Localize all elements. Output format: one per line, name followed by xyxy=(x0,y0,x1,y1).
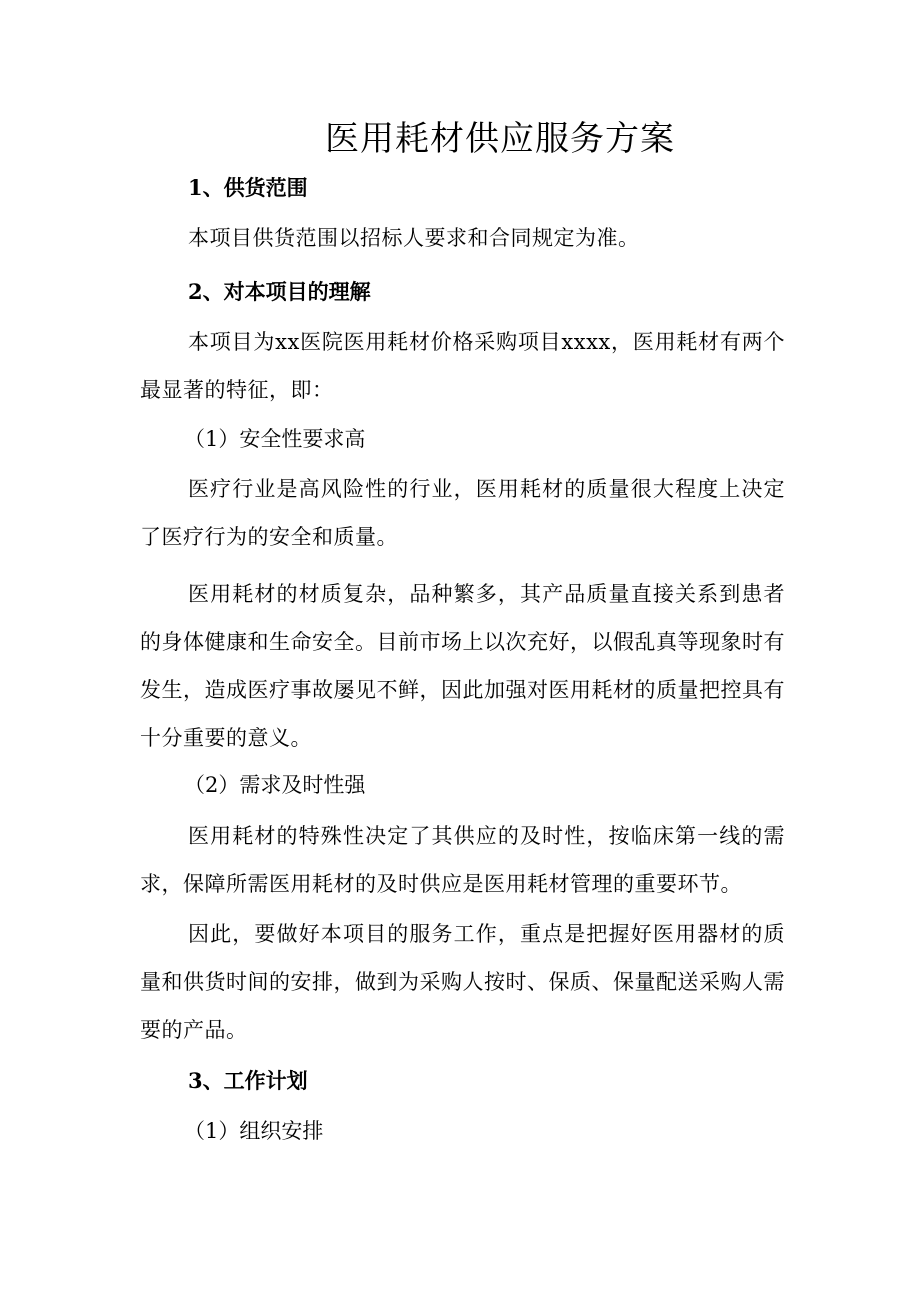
section-heading-project-understanding: 2、对本项目的理解 xyxy=(188,279,371,304)
paragraph-conclusion: 因此，要做好本项目的服务工作，重点是把握好医用器材的质量和供货时间的安排，做到为采购人按时、保质、保量配送采购人需要的产品。 xyxy=(140,922,785,1042)
paragraph-project-intro: 本项目为xx医院医用耗材价格采购项目xxxx，医用耗材有两个最显著的特征，即： xyxy=(140,330,785,402)
document-title: 医用耗材供应服务方案 xyxy=(325,119,675,159)
section-heading-work-plan: 3、工作计划 xyxy=(188,1068,308,1093)
section-heading-supply-scope: 1、供货范围 xyxy=(188,175,308,200)
subheading-organization: （1）组织安排 xyxy=(184,1119,324,1143)
subheading-timeliness: （2）需求及时性强 xyxy=(184,773,366,797)
paragraph-supply-scope: 本项目供货范围以招标人要求和合同规定为准。 xyxy=(188,226,640,250)
paragraph-timeliness: 医用耗材的特殊性决定了其供应的及时性，按临床第一线的需求，保障所需医用耗材的及时供应是医用耗材管理的重要环节。 xyxy=(140,824,785,896)
paragraph-safety-2: 医用耗材的材质复杂，品种繁多，其产品质量直接关系到患者的身体健康和生命安全。目前市场上以次充好，以假乱真等现象时有发生，造成医疗事故屡见不鲜，因此加强对医用耗材的质量把控具有十分重要的意义。 xyxy=(140,582,785,750)
paragraph-safety-1: 医疗行业是高风险性的行业，医用耗材的质量很大程度上决定了医疗行为的安全和质量。 xyxy=(140,477,785,549)
subheading-safety: （1）安全性要求高 xyxy=(184,427,366,451)
